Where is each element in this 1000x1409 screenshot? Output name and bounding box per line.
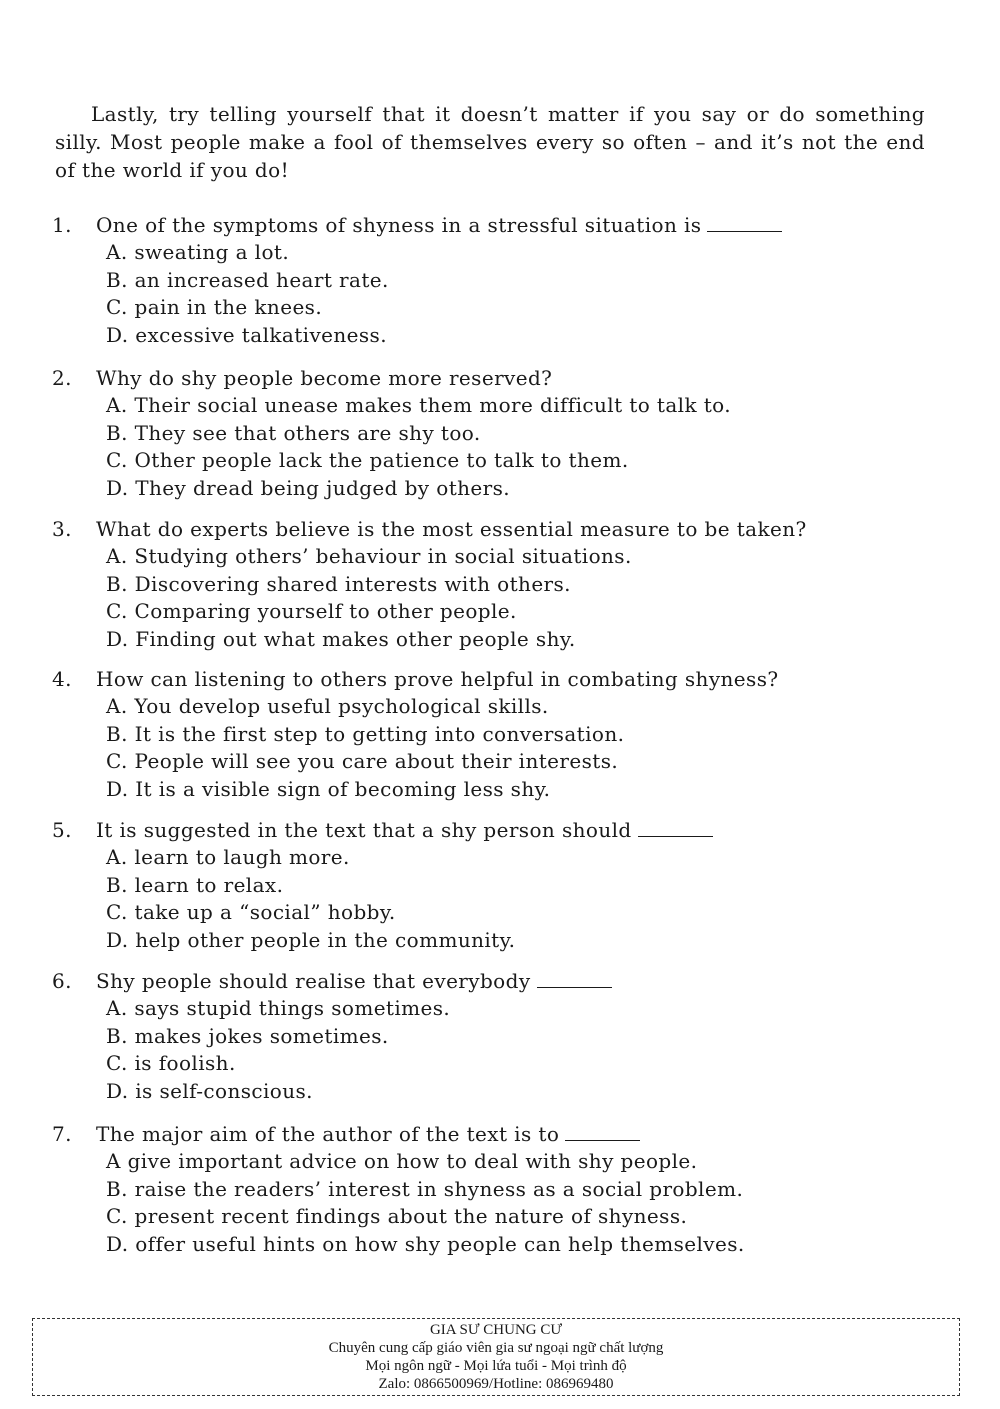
option-c: C. Comparing yourself to other people.	[106, 599, 517, 624]
option-b: B. learn to relax.	[106, 872, 284, 897]
option-d: D. They dread being judged by others.	[106, 476, 511, 501]
question-1	[52, 211, 932, 350]
option-d: D. help other people in the community.	[106, 928, 516, 953]
question-5	[52, 816, 932, 955]
answer-blank	[638, 818, 713, 837]
option-a: A. sweating a lot.	[106, 240, 290, 264]
option-a: A. learn to laugh more.	[106, 845, 350, 869]
footer-subtitle: Mọi ngôn ngữ - Mọi lứa tuổi - Mọi trình độ	[365, 1358, 627, 1374]
answer-blank	[565, 1122, 640, 1141]
option-b: B. Discovering shared interests with others.	[106, 571, 571, 596]
option-a: A give important advice on how to deal with shy people.	[106, 1149, 698, 1173]
question-number: 7.	[52, 1122, 72, 1146]
option-b: B. an increased heart rate.	[106, 267, 389, 292]
footer-brand: GIA SƯ CHUNG CƯ	[429, 1322, 563, 1338]
question-stem: What do experts believe is the most essential measure to be taken?	[96, 517, 807, 541]
question-2	[52, 364, 932, 503]
question-number: 4.	[52, 667, 72, 691]
footer-contact: Zalo: 0866500969/Hotline: 086969480	[378, 1376, 614, 1392]
option-d: D. is self-conscious.	[106, 1079, 313, 1104]
question-number: 6.	[52, 969, 72, 993]
question-4	[52, 665, 932, 804]
option-a: A. Their social unease makes them more difficult to talk to.	[106, 393, 732, 417]
option-b: B. raise the readers’ interest in shyness as a social problem.	[106, 1176, 744, 1201]
question-number: 3.	[52, 517, 72, 541]
option-c: C. pain in the knees.	[106, 295, 323, 320]
footer-tagline: Chuyên cung cấp giáo viên gia sư ngoại ngữ chất lượng	[328, 1340, 664, 1356]
option-c: C. People will see you care about their interests.	[106, 749, 619, 774]
option-b: B. They see that others are shy too.	[106, 420, 481, 445]
question-number: 1.	[52, 213, 72, 237]
answer-blank	[707, 213, 782, 232]
option-a: A. You develop useful psychological skills.	[106, 694, 549, 718]
question-stem: The major aim of the author of the text is to	[96, 1122, 560, 1146]
option-c: C. is foolish.	[106, 1051, 236, 1076]
option-b: B. It is the first step to getting into conversation.	[106, 721, 625, 746]
question-stem: Why do shy people become more reserved?	[96, 366, 553, 390]
question-7	[52, 1120, 932, 1259]
option-a: A. Studying others’ behaviour in social situations.	[106, 544, 632, 568]
option-d: D. excessive talkativeness.	[106, 323, 387, 348]
answer-blank	[537, 969, 612, 988]
option-c: C. Other people lack the patience to talk to them.	[106, 448, 629, 473]
option-a: A. says stupid things sometimes.	[106, 996, 451, 1020]
option-d: D. It is a visible sign of becoming less shy.	[106, 777, 551, 802]
option-d: D. Finding out what makes other people shy.	[106, 627, 576, 652]
question-stem: One of the symptoms of shyness in a stressful situation is	[96, 213, 702, 237]
option-b: B. makes jokes sometimes.	[106, 1023, 389, 1048]
question-stem: It is suggested in the text that a shy person should	[96, 818, 632, 842]
question-stem: How can listening to others prove helpful in combating shyness?	[96, 667, 779, 691]
question-6	[52, 967, 932, 1106]
option-d: D. offer useful hints on how shy people can help themselves.	[106, 1232, 745, 1257]
question-3	[52, 515, 932, 654]
question-number: 5.	[52, 818, 72, 842]
intro-paragraph: Lastly, try telling yourself that it doesn’t matter if you say or do something silly. Most people make a fool of themselves every so often – and it’s not the end of the world if you do!	[55, 102, 925, 182]
question-number: 2.	[52, 366, 72, 390]
footer-banner	[32, 1318, 960, 1396]
question-stem: Shy people should realise that everybody	[96, 969, 531, 993]
option-c: C. take up a “social” hobby.	[106, 900, 396, 925]
option-c: C. present recent findings about the nature of shyness.	[106, 1204, 688, 1229]
